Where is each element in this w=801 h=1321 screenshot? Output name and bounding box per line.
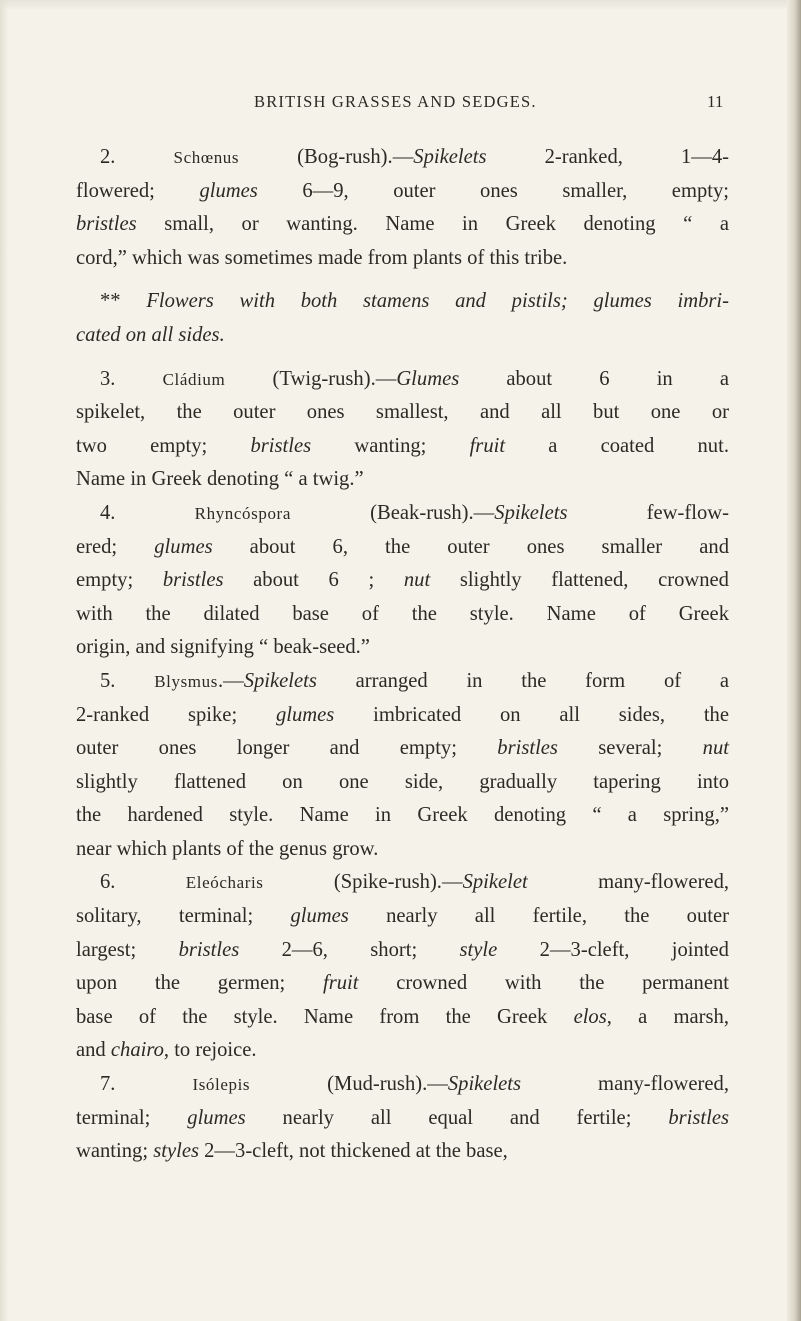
text-run: and — [76, 1039, 111, 1062]
text-line — [76, 285, 729, 319]
text-line — [76, 598, 729, 632]
text-run: 2-ranked spike; — [76, 703, 276, 726]
text-line — [76, 1135, 729, 1169]
text-run: crowned with the permanent — [358, 972, 729, 995]
italic-run: glumes — [290, 905, 349, 928]
text-line — [76, 363, 729, 397]
italic-run: bristles — [497, 737, 558, 760]
text-run: slightly flattened on one side, gradually tapering into — [76, 770, 729, 793]
text-run: the hardened style. Name in Greek denoting “ a spring,” — [76, 804, 729, 827]
text-line — [76, 564, 729, 598]
text-run: 7. — [100, 1073, 193, 1096]
italic-run: Glumes — [396, 367, 460, 390]
text-run: about 6 ; — [223, 569, 404, 592]
page-header — [0, 92, 801, 122]
text-line — [76, 1068, 729, 1102]
italic-run: style — [459, 938, 498, 961]
text-line — [76, 732, 729, 766]
text-run: small, or wanting. Name in Greek denoting “ a — [136, 213, 729, 236]
text-run: about 6 in a — [459, 367, 729, 390]
italic-run: chairo — [110, 1039, 164, 1062]
text-run: wanting; — [76, 1140, 154, 1163]
italic-run: bristles — [76, 213, 137, 236]
page-edge-top — [0, 0, 801, 10]
italic-run: Spikelets — [447, 1073, 522, 1096]
paragraph-gap — [76, 353, 729, 363]
italic-run: Spikelet — [462, 871, 528, 894]
text-run: outer ones longer and empty; — [76, 737, 498, 760]
running-head: BRITISH GRASSES AND SEDGES. — [254, 92, 537, 111]
text-run: slightly flattened, crowned — [430, 569, 729, 592]
italic-run: fruit — [469, 434, 506, 457]
italic-run: nut — [403, 569, 431, 592]
text-line — [76, 934, 729, 968]
text-run: 2. — [100, 146, 174, 168]
text-line — [76, 531, 729, 565]
text-run: ** — [100, 290, 147, 313]
italic-run: styles — [153, 1140, 199, 1163]
text-line — [76, 766, 729, 800]
text-run: arranged in the form of a — [316, 669, 729, 692]
text-line — [76, 463, 729, 497]
text-run: nearly all equal and fertile; — [245, 1106, 669, 1129]
text-run: near which plants of the genus grow. — [76, 837, 379, 860]
text-run: (Mud-rush).— — [250, 1073, 448, 1096]
text-run: spikelet, the outer ones smallest, and all but one or — [76, 401, 729, 424]
text-run: many-flowered, — [521, 1073, 729, 1096]
text-run: base of the style. Name from the Greek — [76, 1005, 574, 1028]
text-line — [76, 967, 729, 1001]
text-run: (Beak-rush).— — [290, 501, 495, 524]
text-line — [76, 900, 729, 934]
italic-run: Spikelets — [494, 501, 568, 524]
italic-run: Spikelets — [243, 669, 317, 692]
text-run: wanting; — [311, 434, 470, 457]
text-run: 4. — [100, 501, 195, 524]
genus-name: Rhyncóspora — [194, 503, 291, 523]
text-run: with the dilated base of the style. Name of Greek — [76, 602, 729, 625]
italic-run: bristles — [668, 1106, 729, 1129]
text-run: solitary, terminal; — [76, 905, 291, 928]
italic-run: glumes — [154, 535, 213, 558]
italic-run: glumes — [187, 1106, 246, 1129]
text-run: upon the germen; — [76, 972, 324, 995]
text-line — [76, 141, 729, 175]
page-number: 11 — [707, 92, 724, 111]
text-line — [76, 833, 729, 867]
text-run: 6. — [100, 871, 186, 894]
italic-run: fruit — [323, 972, 359, 995]
genus-name: Blysmus — [154, 671, 218, 691]
text-line — [76, 631, 729, 665]
text-line — [76, 866, 729, 900]
genus-name: Eleócharis — [185, 873, 264, 893]
paragraph-gap — [76, 275, 729, 285]
text-run: (Bog-rush).— — [239, 146, 414, 168]
genus-name: Schœnus — [173, 148, 240, 167]
page-edge-right — [787, 0, 801, 1321]
text-run: flowered; — [76, 179, 200, 202]
text-run: (Spike-rush).— — [263, 871, 463, 894]
text-line — [76, 1001, 729, 1035]
italic-run: glumes — [199, 179, 258, 202]
text-run: 5. — [100, 669, 155, 692]
text-run: 2-ranked, 1—4- — [486, 146, 730, 168]
text-run: imbricated on all sides, the — [334, 703, 729, 726]
text-run: Name in Greek denoting “ a twig.” — [76, 468, 364, 491]
text-run: nearly all fertile, the outer — [348, 905, 729, 928]
text-line — [76, 1102, 729, 1136]
genus-name: Isólepis — [192, 1075, 251, 1095]
text-run: .— — [217, 669, 244, 692]
italic-run: bristles — [162, 569, 224, 592]
text-line — [76, 799, 729, 833]
italic-run: bristles — [250, 434, 312, 457]
text-line — [76, 497, 729, 531]
text-run: , to rejoice. — [163, 1039, 257, 1062]
text-run: terminal; — [76, 1106, 188, 1129]
text-line — [76, 242, 729, 276]
text-line — [76, 396, 729, 430]
text-run: several; — [557, 737, 703, 760]
italic-run: glumes — [275, 703, 335, 726]
text-run: largest; — [76, 938, 179, 961]
text-run: origin, and signifying “ beak-seed.” — [76, 636, 370, 659]
italic-run: Spikelets — [413, 146, 487, 168]
text-run: two empty; — [76, 434, 251, 457]
italic-run: Flowers with both stamens and pistils; glumes imbri- — [146, 290, 729, 313]
text-run: many-flowered, — [527, 871, 730, 894]
page-edge-left — [0, 0, 8, 1321]
body-text — [76, 141, 729, 1169]
text-line — [76, 208, 729, 242]
italic-run: elos — [573, 1005, 607, 1028]
text-line — [76, 175, 729, 209]
text-run: (Twig-rush).— — [225, 367, 397, 390]
text-line — [76, 665, 729, 699]
italic-run: nut — [702, 737, 729, 760]
text-run: empty; — [76, 569, 163, 592]
text-run: cord,” which was sometimes made from plants of this tribe. — [76, 246, 568, 269]
text-line — [76, 1034, 729, 1068]
italic-run: bristles — [178, 938, 240, 961]
text-line — [76, 430, 729, 464]
text-run: 2—3-cleft, jointed — [497, 938, 729, 961]
text-line — [76, 319, 729, 353]
text-run: about 6, the outer ones smaller and — [212, 535, 729, 558]
genus-name: Cládium — [162, 369, 226, 389]
text-run: 3. — [100, 367, 163, 390]
italic-run: cated on all sides. — [76, 323, 225, 346]
text-run: few-flow- — [567, 501, 730, 524]
text-run: 6—9, outer ones smaller, empty; — [257, 179, 729, 202]
text-run: 2—6, short; — [239, 938, 460, 961]
text-run: ered; — [76, 535, 155, 558]
text-run: , a marsh, — [606, 1005, 729, 1028]
text-line — [76, 699, 729, 733]
text-run: 2—3-cleft, not thickened at the base, — [198, 1140, 508, 1163]
text-run: a coated nut. — [505, 434, 729, 457]
